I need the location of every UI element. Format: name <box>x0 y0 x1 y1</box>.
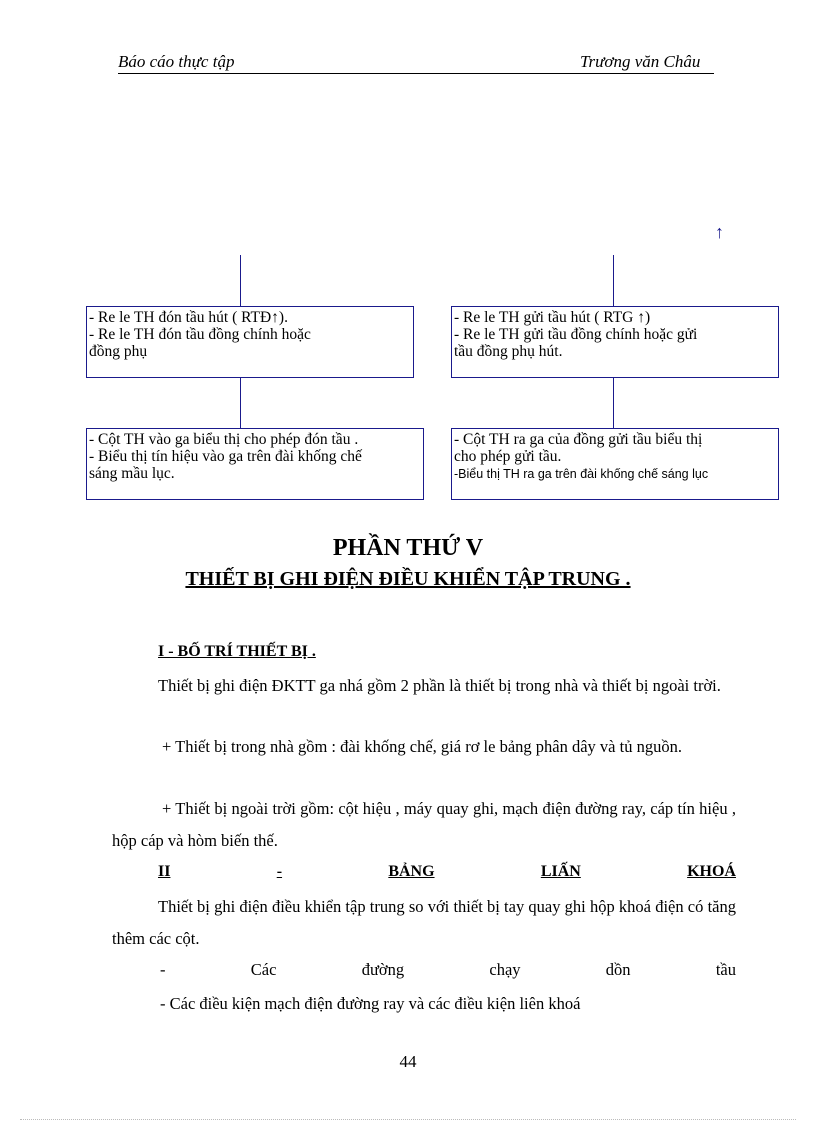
diagram-box-receive-relay <box>86 306 414 378</box>
heading-word: KHOÁ <box>687 863 736 880</box>
list-word: dồn <box>605 960 631 979</box>
list-word: đường <box>361 960 405 979</box>
header-left: Báo cáo thực tập <box>118 52 235 71</box>
box-line: - Re le TH đón tầu đồng chính hoặc <box>89 326 311 343</box>
box-line: tầu đồng phụ hút. <box>454 343 563 360</box>
paragraph: Thiết bị ghi điện ĐKTT ga nhá gồm 2 phần là thiết bị trong nhà và thiết bị ngoài trời. <box>158 676 721 695</box>
part-title: PHẦN THỨ V <box>332 535 484 561</box>
box-line: -Biểu thị TH ra ga trên đài khống chế sáng lục <box>454 467 709 481</box>
list-item: - Các điều kiện mạch điện đường ray và các điều kiện liên khoá <box>160 994 581 1013</box>
diagram-box-send-relay <box>451 306 779 378</box>
connector-line <box>240 255 241 307</box>
connector-line <box>613 378 614 429</box>
connector-line <box>613 255 614 307</box>
part-subtitle: THIẾT BỊ GHI ĐIỆN ĐIỀU KHIỂN TẬP TRUNG . <box>185 568 631 590</box>
box-line: cho phép gửi tầu. <box>454 448 562 465</box>
box-line: - Re le TH gửi tầu đồng chính hoặc gửi <box>454 326 698 343</box>
diagram-box-exit-signal <box>451 428 779 500</box>
box-line: - Cột TH vào ga biểu thị cho phép đón tầu . <box>89 431 359 448</box>
paragraph: + Thiết bị trong nhà gồm : đài khống chế, giá rơ le bảng phân dây và tủ nguồn. <box>162 737 682 756</box>
list-item <box>160 960 736 980</box>
section-heading <box>158 863 736 881</box>
list-word: chạy <box>489 960 521 979</box>
box-line: đồng phụ <box>89 343 148 360</box>
list-word: tầu <box>715 960 736 979</box>
diagram-box-entry-signal <box>86 428 424 500</box>
heading-word: II <box>158 863 171 880</box>
heading-word: LIẤN <box>540 863 581 880</box>
box-line: - Biểu thị tín hiệu vào ga trên đài khống chế <box>89 448 362 465</box>
list-word: - <box>160 960 166 979</box>
connector-line <box>240 378 241 429</box>
box-line: - Re le TH đón tầu hút ( RTĐ↑). <box>89 309 288 326</box>
paragraph: Thiết bị ghi điện điều khiển tập trung so với thiết bị tay quay ghi hộp khoá điện có tăng thêm các cột. <box>112 897 736 948</box>
paragraph: + Thiết bị ngoài trời gồm: cột hiệu , máy quay ghi, mạch điện đường ray, cáp tín hiệu , hộp cáp và hòm biến thế. <box>112 799 736 850</box>
header-right: Trương văn Châu <box>580 52 701 71</box>
box-line: sáng mầu lục. <box>89 465 175 482</box>
heading-word: - <box>276 863 283 880</box>
header-rule <box>118 73 714 74</box>
section-heading: I - BỐ TRÍ THIẾT BỊ . <box>158 643 316 660</box>
box-line: - Cột TH ra ga của đồng gửi tầu biểu thị <box>454 431 703 448</box>
list-word: Các <box>250 960 277 979</box>
page-edge <box>20 1119 796 1120</box>
page-number: 44 <box>399 1052 417 1071</box>
heading-word: BẢNG <box>388 863 435 880</box>
box-line: - Re le TH gửi tầu hút ( RTG ↑) <box>454 309 651 326</box>
up-arrow-icon: ↑ <box>715 222 724 242</box>
